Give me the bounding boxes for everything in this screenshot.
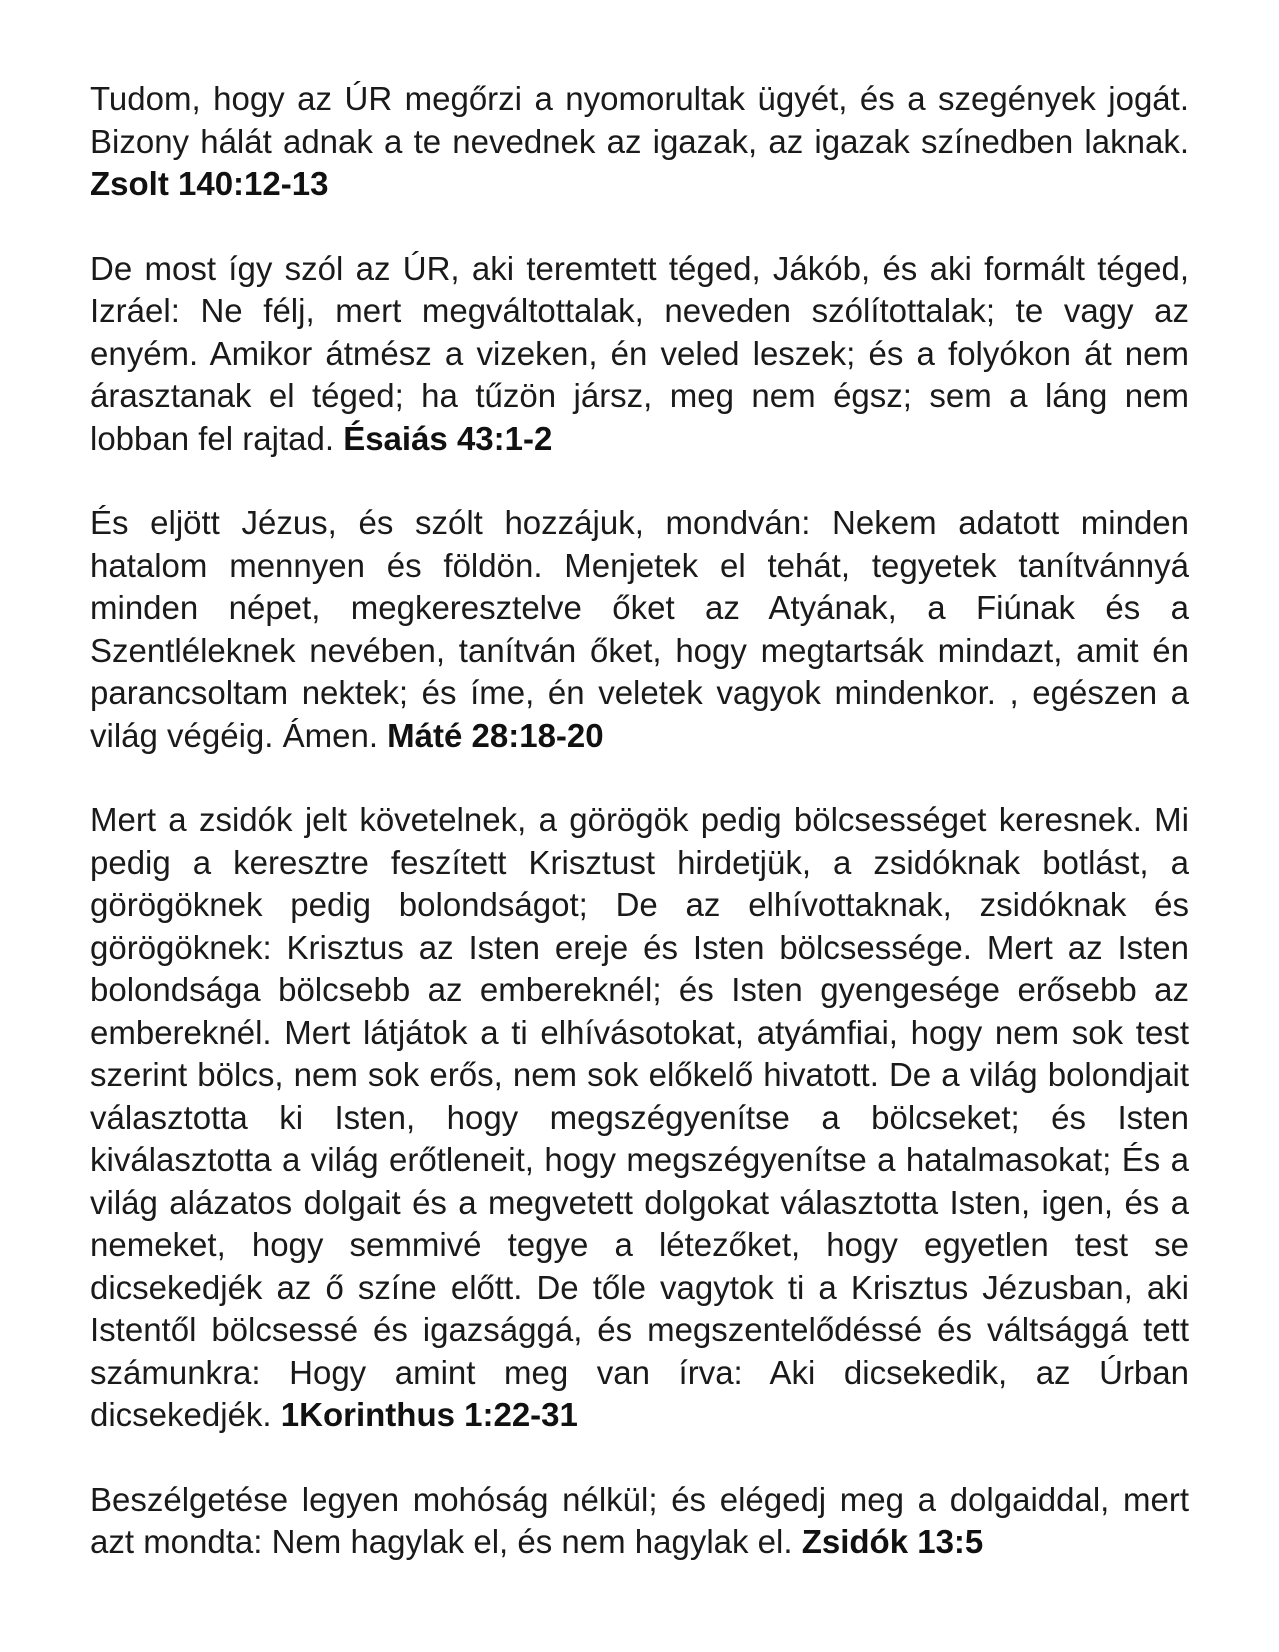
verse-reference: Máté 28:18-20	[387, 716, 604, 754]
verse-passage-3	[90, 502, 1189, 757]
document-page	[90, 78, 1189, 1606]
verse-text: De most így szól az ÚR, aki teremtett téged, Jákób, és aki formált téged, Izráel: Ne félj, mert megváltottalak, neveden szólítottalak; te vagy az enyém. Amikor átmész a vizeken, én veled leszek; és a folyókon át nem árasztanak el téged; ha tűzön jársz, meg nem égsz; sem a láng nem lobban fel rajtad.	[90, 249, 1189, 457]
verse-text: És eljött Jézus, és szólt hozzájuk, mondván: Nekem adatott minden hatalom mennyen és földön. Menjetek el tehát, tegyetek tanítvánnyá minden népet, megkeresztelve őket az Atyának, a Fiúnak és a Szentléleknek nevében, tanítván őket, hogy megtartsák mindazt, amit én parancsoltam nektek; és íme, én veletek vagyok mindenkor. , egészen a világ végéig. Ámen.	[90, 504, 1189, 754]
verse-reference: Ésaiás 43:1-2	[343, 419, 553, 457]
verse-text: Beszélgetése legyen mohóság nélkül; és elégedj meg a dolgaiddal, mert azt mondta: Nem hagylak el, és nem hagylak el.	[90, 1480, 1189, 1560]
verse-passage-5	[90, 1479, 1189, 1564]
verse-passage-4	[90, 799, 1189, 1437]
verse-reference: 1Korinthus 1:22-31	[280, 1396, 578, 1433]
verse-passage-1	[90, 78, 1189, 206]
verse-reference: Zsidók 13:5	[801, 1523, 984, 1560]
verse-passage-2	[90, 248, 1189, 461]
verse-text: Mert a zsidók jelt követelnek, a görögök pedig bölcsességet keresnek. Mi pedig a keresztre feszített Krisztust hirdetjük, a zsidóknak botlást, a görögöknek pedig bolondságot; De az elhívottaknak, zsidóknak és görögöknek: Krisztus az Isten ereje és Isten bölcsessége. Mert az Isten bolondsága bölcsebb az embereknél; és Isten gyengesége erősebb az embereknél. Mert látjátok a ti elhívásotokat, atyámfiai, hogy nem sok test szerint bölcs, nem sok erős, nem sok előkelő hivatott. De a világ bolondjait választotta ki Isten, hogy megszégyenítse a bölcseket; és Isten kiválasztotta a világ erőtleneit, hogy megszégyenítse a hatalmasokat; És a világ alázatos dolgait és a megvetett dolgokat választotta Isten, igen, és a nemeket, hogy semmivé tegye a létezőket, hogy egyetlen test se dicsekedjék az ő színe előtt. De tőle vagytok ti a Krisztus Jézusban, aki Istentől bölcsessé és igazsággá, és megszentelődéssé és váltsággá tett számunkra: Hogy amint meg van írva: Aki dicsekedik, az Úrban dicsekedjék.	[90, 801, 1189, 1433]
verse-text: Tudom, hogy az ÚR megőrzi a nyomorultak ügyét, és a szegények jogát. Bizony hálát adnak a te nevednek az igazak, az igazak színedben laknak.	[90, 80, 1189, 160]
verse-reference: Zsolt 140:12-13	[90, 165, 329, 202]
